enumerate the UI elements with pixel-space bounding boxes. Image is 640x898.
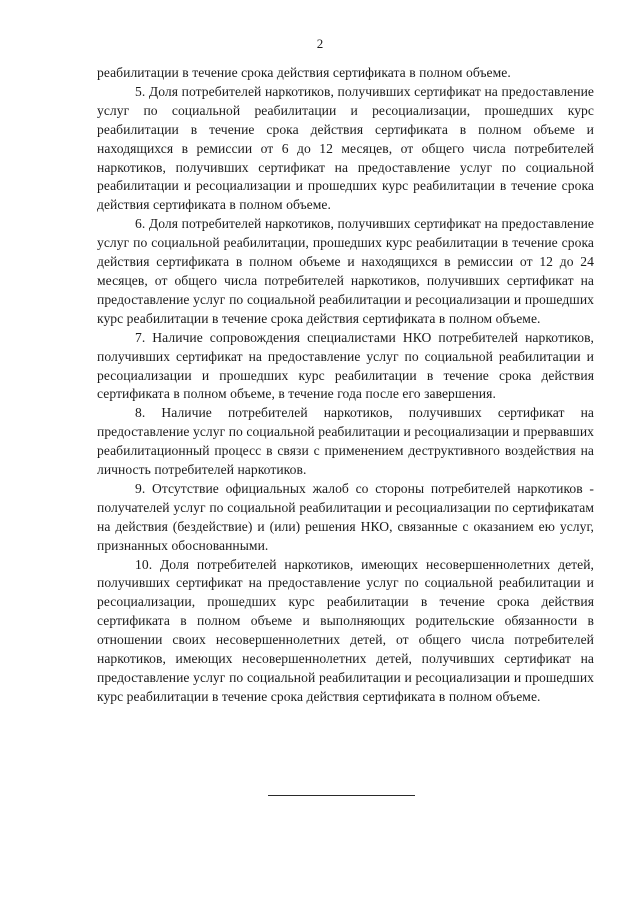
paragraph-item-9: 9. Отсутствие официальных жалоб со стороны потребителей наркотиков - получателей услуг по социальной реабилитации и ресоциализации по сертификатам на действия (бездействие) и (или) решения НКО, связанные с оказанием ею услуг, признанных обоснованными. [97,480,594,553]
page-number: 2 [316,36,324,51]
paragraph-continuation: реабилитации в течение срока действия сертификата в полном объеме. [97,65,511,80]
paragraph-item-10: 10. Доля потребителей наркотиков, имеющих несовершеннолетних детей, получивших сертификат на предоставление услуг по социальной реабилитации и ресоциализации, прошедших курс реабилитации в течение срока действия сертификата в полном объеме и выполняющих родительские обязанности в отношении своих несовершеннолетних детей, от общего числа потребителей наркотиков, имеющих несовершеннолетних детей, получивших сертификат на предоставление услуг по социальной реабилитации и ресоциализации и прошедших курс реабилитации в течение срока действия сертификата в полном объеме. [97,556,594,704]
document-body [97,64,594,707]
paragraph-item-7: 7. Наличие сопровождения специалистами НКО потребителей наркотиков, получивших сертификат на предоставление услуг по социальной реабилитации и ресоциализации и прошедших курс реабилитации в течение срока действия сертификата в полном объеме, в течение года после его завершения. [97,329,594,402]
end-separator-line [268,795,415,796]
paragraph-item-5: 5. Доля потребителей наркотиков, получивших сертификат на предоставление услуг по социальной реабилитации и ресоциализации, прошедших курс реабилитации в течение срока действия сертификата в полном объеме и находящихся в ремиссии от 6 до 12 месяцев, от общего числа потребителей наркотиков, получивших сертификат на предоставление услуг по социальной реабилитации и ресоциализации и прошедших курс реабилитации в течение срока действия сертификата в полном объеме. [97,83,594,213]
paragraph-item-8: 8. Наличие потребителей наркотиков, получивших сертификат на предоставление услуг по социальной реабилитации и ресоциализации и прервавших реабилитационный процесс в связи с применением деструктивного воздействия на личность потребителей наркотиков. [97,405,594,478]
paragraph-item-6: 6. Доля потребителей наркотиков, получивших сертификат на предоставление услуг по социальной реабилитации, прошедших курс реабилитации в течение срока действия сертификата в полном объеме и находящихся в ремиссии от 12 до 24 месяцев, от общего числа потребителей наркотиков, получивших сертификат на предоставление услуг по социальной реабилитации и ресоциализации и прошедших курс реабилитации в течение срока действия сертификата в полном объеме. [97,216,594,326]
